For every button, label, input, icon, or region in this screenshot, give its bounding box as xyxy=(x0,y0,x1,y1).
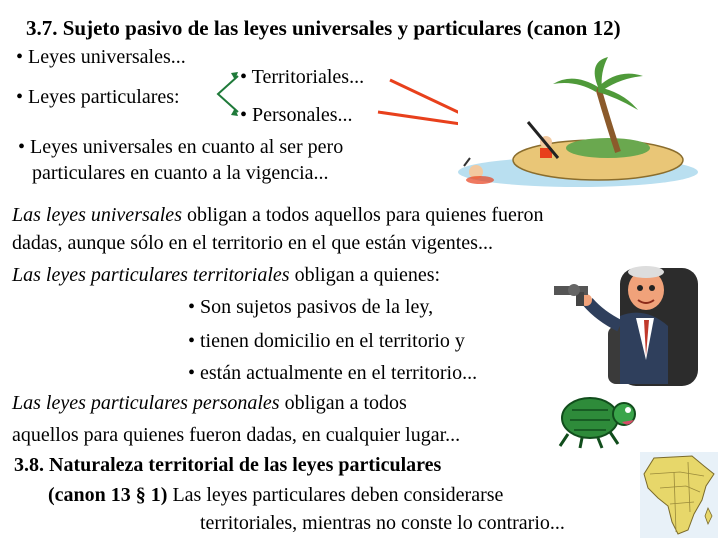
paragraph-territoriales-intro xyxy=(12,264,440,287)
territoriales-rest: obligan a quienes: xyxy=(289,264,441,286)
personales-line1-rest: obligan a todos xyxy=(279,392,407,414)
paragraph-personales-line1 xyxy=(12,392,407,415)
territoriales-item-2: • tienen domicilio en el territorio y xyxy=(188,330,465,352)
africa-map-illustration xyxy=(640,452,718,538)
sub-bullet-personales: • Personales... xyxy=(240,104,353,126)
section-3-8-title: 3.8. Naturaleza territorial de las leyes particulares xyxy=(14,454,442,476)
italic-leyes-personales: Las leyes particulares personales xyxy=(12,392,280,414)
bullet-leyes-particulares: • Leyes particulares: xyxy=(16,86,180,108)
paragraph-universales-line2: dadas, aunque sólo en el territorio en el que están vigentes... xyxy=(12,232,493,254)
turtle-illustration xyxy=(552,390,640,450)
universales-line1-rest: obligan a todos aquellos para quienes fueron xyxy=(181,204,544,226)
italic-leyes-territoriales: Las leyes particulares territoriales xyxy=(12,264,290,286)
paragraph-personales-line2: aquellos para quienes fueron dadas, en cualquier lugar... xyxy=(12,424,461,446)
section-3-8-line2: territoriales, mientras no conste lo contrario... xyxy=(200,512,565,534)
island-illustration xyxy=(458,62,708,188)
italic-leyes-universales: Las leyes universales xyxy=(12,204,182,226)
man-in-chair-illustration xyxy=(550,256,710,388)
paragraph-universales-line1 xyxy=(12,204,544,227)
bullet-universales-ser-line2: particulares en cuanto a la vigencia... xyxy=(32,162,329,184)
bullet-universales-ser-line1: • Leyes universales en cuanto al ser pero xyxy=(18,136,344,158)
bullet-leyes-universales: • Leyes universales... xyxy=(16,46,186,68)
territoriales-item-1: • Son sujetos pasivos de la ley, xyxy=(188,296,434,318)
canon-13-label: (canon 13 § 1) xyxy=(48,484,168,506)
section-3-7-title: 3.7. Sujeto pasivo de las leyes universales y particulares (canon 12) xyxy=(26,16,621,40)
section-3-8-line1 xyxy=(48,484,503,507)
sub-bullet-territoriales: • Territoriales... xyxy=(240,66,365,88)
territoriales-item-3: • están actualmente en el territorio... xyxy=(188,362,478,384)
section-3-8-text-line1: Las leyes particulares deben considerarse xyxy=(167,484,504,506)
